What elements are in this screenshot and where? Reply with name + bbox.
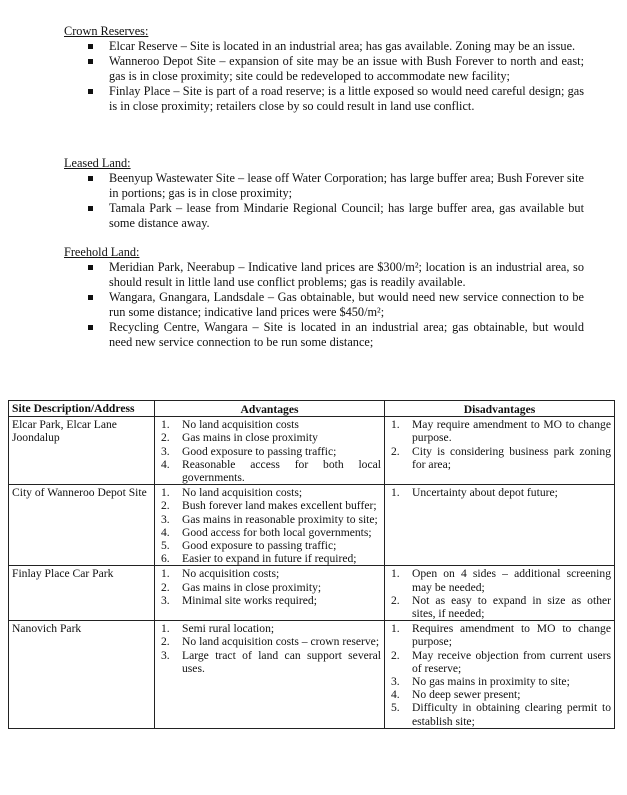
item-number: 1.	[161, 418, 170, 432]
advantages-cell	[155, 417, 385, 485]
section-heading: Freehold Land:	[64, 245, 140, 259]
section-leased-land	[64, 156, 584, 231]
item-number: 2.	[161, 635, 170, 649]
table-header-row	[9, 401, 615, 417]
list-item	[158, 513, 381, 526]
list-item	[64, 39, 584, 54]
list-item	[158, 431, 381, 444]
list-item	[388, 701, 611, 727]
item-number: 2.	[161, 499, 170, 513]
advantages-list	[158, 567, 381, 607]
list-item	[64, 171, 584, 201]
item-number: 1.	[161, 486, 170, 500]
advantages-cell	[155, 621, 385, 729]
item-text: Minimal site works required;	[182, 593, 317, 607]
advantages-list	[158, 486, 381, 565]
list-item	[64, 54, 584, 84]
disadvantages-list	[388, 486, 611, 499]
item-text: Easier to expand in future if required;	[182, 552, 357, 566]
bullet-icon	[88, 176, 93, 181]
list-item	[158, 445, 381, 458]
bullet-icon	[88, 44, 93, 49]
item-number: 1.	[161, 622, 170, 636]
site-cell: City of Wanneroo Depot Site	[9, 485, 155, 566]
list-item	[158, 581, 381, 594]
advantages-list	[158, 418, 381, 484]
list-item	[158, 499, 381, 512]
item-text: Good exposure to passing traffic;	[182, 539, 337, 553]
item-number: 1.	[161, 567, 170, 581]
item-number: 2.	[391, 593, 400, 607]
item-text: May require amendment to MO to change purpose.	[412, 418, 611, 445]
advantages-cell	[155, 566, 385, 621]
table-row	[9, 566, 615, 621]
list-item	[158, 418, 381, 431]
list-item	[388, 649, 611, 675]
list-item	[388, 675, 611, 688]
list-item-text: Tamala Park – lease from Mindarie Regional Council; has large buffer area, gas available but some distance away.	[109, 201, 584, 230]
list-item	[64, 320, 584, 350]
disadvantages-list	[388, 622, 611, 728]
item-text: Open on 4 sides – additional screening may be needed;	[412, 567, 611, 594]
section-freehold-land	[64, 245, 584, 350]
item-number: 1.	[391, 567, 400, 581]
disadvantages-list	[388, 567, 611, 620]
section-heading: Leased Land:	[64, 156, 131, 170]
disadvantages-cell	[385, 417, 615, 485]
item-number: 1.	[391, 418, 400, 432]
list-item-text: Beenyup Wastewater Site – lease off Water Corporation; has large buffer area; Bush Forever site in portions; gas is in close proximity;	[109, 171, 584, 200]
bullet-icon	[88, 206, 93, 211]
item-text: No land acquisition costs – crown reserve;	[182, 635, 380, 649]
disadvantages-cell	[385, 566, 615, 621]
item-number: 1.	[391, 622, 400, 636]
list-item	[388, 622, 611, 648]
bullet-icon	[88, 59, 93, 64]
item-number: 3.	[391, 675, 400, 689]
item-text: Good exposure to passing traffic;	[182, 444, 337, 458]
list-item	[388, 594, 611, 620]
site-cell: Finlay Place Car Park	[9, 566, 155, 621]
item-number: 1.	[391, 486, 400, 500]
item-text: Gas mains in close proximity	[182, 431, 318, 445]
bullet-list	[64, 39, 584, 114]
list-item	[158, 526, 381, 539]
item-number: 4.	[391, 688, 400, 702]
item-number: 2.	[161, 580, 170, 594]
list-item-text: Recycling Centre, Wangara – Site is located in an industrial area; gas obtainable, but would need new service connection to be run some distance;	[109, 320, 584, 349]
item-number: 2.	[391, 648, 400, 662]
item-text: Not as easy to expand in size as other sites, if needed;	[412, 593, 611, 621]
section-crown-reserves	[64, 24, 584, 114]
list-item-text: Meridian Park, Neerabup – Indicative land prices are $300/m²; location is an industrial area, so should result in little land use conflict problems; gas is readily available.	[109, 260, 584, 289]
item-text: Semi rural location;	[182, 622, 275, 636]
item-text: No deep sewer present;	[412, 688, 521, 702]
column-header-advantages: Advantages	[155, 401, 385, 417]
item-text: Uncertainty about depot future;	[412, 486, 558, 500]
item-text: No gas mains in proximity to site;	[412, 675, 570, 689]
list-item	[388, 418, 611, 444]
item-number: 3.	[161, 648, 170, 662]
bullet-list	[64, 260, 584, 350]
list-item-text: Wangara, Gnangara, Landsdale – Gas obtainable, but would need new service connection to be run some distance; indicative land prices were $450/m²;	[109, 290, 584, 319]
disadvantages-cell	[385, 621, 615, 729]
list-item	[158, 622, 381, 635]
bullet-icon	[88, 295, 93, 300]
item-text: May receive objection from current users of reserve;	[412, 648, 611, 675]
item-number: 2.	[161, 431, 170, 445]
item-text: No land acquisition costs;	[182, 486, 303, 500]
list-item	[158, 635, 381, 648]
column-header-disadvantages: Disadvantages	[385, 401, 615, 417]
disadvantages-cell	[385, 485, 615, 566]
item-number: 6.	[161, 552, 170, 566]
site-cell: Nanovich Park	[9, 621, 155, 729]
bullet-icon	[88, 265, 93, 270]
item-text: No acquisition costs;	[182, 567, 280, 581]
list-item	[64, 201, 584, 231]
bullet-list	[64, 171, 584, 231]
site-comparison-table	[8, 400, 615, 729]
list-item	[388, 486, 611, 499]
table-row	[9, 485, 615, 566]
site-cell: Elcar Park, Elcar Lane Joondalup	[9, 417, 155, 485]
item-number: 3.	[161, 593, 170, 607]
item-text: Requires amendment to MO to change purpose;	[412, 622, 611, 649]
advantages-cell	[155, 485, 385, 566]
table-row	[9, 417, 615, 485]
section-heading: Crown Reserves:	[64, 24, 149, 38]
list-item	[158, 458, 381, 484]
list-item	[64, 260, 584, 290]
list-item-text: Elcar Reserve – Site is located in an industrial area; has gas available. Zoning may be an issue.	[109, 39, 576, 53]
list-item	[64, 84, 584, 114]
list-item	[158, 567, 381, 580]
item-text: Bush forever land makes excellent buffer;	[182, 499, 377, 513]
item-number: 4.	[161, 457, 170, 471]
disadvantages-list	[388, 418, 611, 471]
item-number: 3.	[161, 444, 170, 458]
table-row	[9, 621, 615, 729]
list-item-text: Finlay Place – Site is part of a road reserve; is a little exposed so would need careful design; gas is in close proximity; retailers close by so could result in land use conflict.	[109, 84, 584, 113]
item-number: 4.	[161, 525, 170, 539]
list-item	[158, 649, 381, 675]
list-item	[158, 539, 381, 552]
column-header-site: Site Description/Address	[9, 401, 155, 417]
item-text: Large tract of land can support several uses.	[182, 648, 381, 675]
item-number: 5.	[391, 701, 400, 715]
list-item	[158, 486, 381, 499]
list-item	[64, 290, 584, 320]
advantages-list	[158, 622, 381, 675]
item-text: City is considering business park zoning for area;	[412, 444, 611, 471]
item-text: Good access for both local governments;	[182, 525, 372, 539]
bullet-icon	[88, 325, 93, 330]
list-item	[388, 688, 611, 701]
list-item	[158, 594, 381, 607]
item-text: Gas mains in close proximity;	[182, 580, 322, 594]
item-number: 5.	[161, 539, 170, 553]
item-text: Reasonable access for both local governments.	[182, 457, 381, 485]
item-text: Gas mains in reasonable proximity to site;	[182, 512, 378, 526]
item-text: No land acquisition costs	[182, 418, 299, 432]
list-item	[388, 567, 611, 593]
list-item	[388, 445, 611, 471]
bullet-icon	[88, 89, 93, 94]
list-item-text: Wanneroo Depot Site – expansion of site may be an issue with Bush Forever to north and east; gas is in close proximity; site could be redeveloped to accommodate new facility;	[109, 54, 584, 83]
item-text: Difficulty in obtaining clearing permit to establish site;	[412, 701, 611, 728]
item-number: 3.	[161, 512, 170, 526]
item-number: 2.	[391, 444, 400, 458]
list-item	[158, 552, 381, 565]
